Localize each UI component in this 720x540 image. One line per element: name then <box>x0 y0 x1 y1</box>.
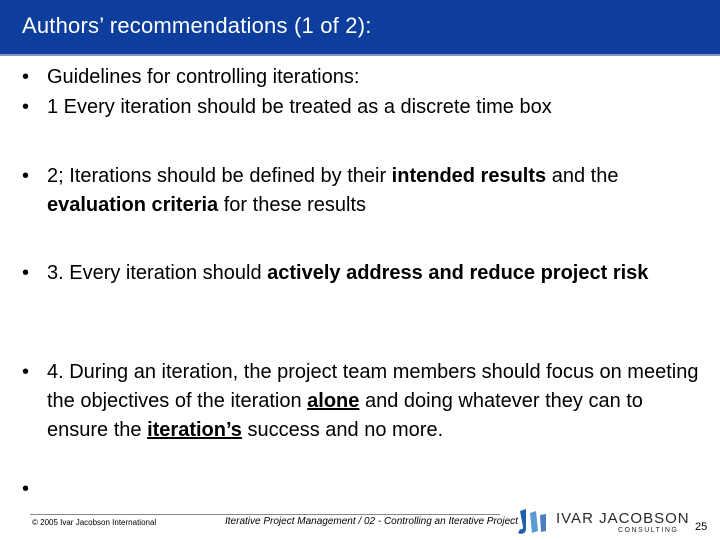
bullet-dot: • <box>22 262 30 284</box>
bullet-segment: 1 Every iteration should be treated as a discrete time box <box>47 96 552 118</box>
bullet-segment: and the <box>546 165 619 187</box>
bullet-segment: alone <box>307 390 360 412</box>
page-number: 25 <box>695 521 708 533</box>
bullet-segment: 4. During an iteration, the project team members should focus on meeting the objectives of the iteration <box>47 361 699 412</box>
bullet-segment: evaluation criteria <box>47 194 219 216</box>
bullet-dot: • <box>22 96 30 118</box>
course-title: Iterative Project Management / 02 - Controlling an Iterative Project <box>225 516 518 527</box>
bullet-segment: for these results <box>218 194 367 216</box>
bullet-item <box>22 259 702 288</box>
bullet-dot: • <box>22 66 30 88</box>
bullet-item <box>22 63 702 92</box>
bullet-dot: • <box>22 361 30 383</box>
bullet-segment: 3. Every iteration should <box>47 262 268 284</box>
bullet-dot: • <box>22 478 30 500</box>
bullet-item <box>22 162 702 220</box>
bullet-segment: Guidelines for controlling iterations: <box>47 66 360 88</box>
bullet-segment: actively address and reduce project risk <box>267 262 649 284</box>
bullet-segment: 2; Iterations should be defined by their <box>47 165 392 187</box>
bullet-text <box>47 63 702 92</box>
slide-title: Authors’ recommendations (1 of 2): <box>22 13 372 38</box>
logo-subtitle: CONSULTING <box>618 527 679 534</box>
footer-rule <box>30 514 500 515</box>
title-rule <box>0 54 720 56</box>
bullet-segment: intended results <box>391 165 547 187</box>
logo-wordmark: IVAR JACOBSON <box>556 510 690 527</box>
bullet-item <box>22 358 702 445</box>
bullet-segment: and doing whatever they can to ensure the <box>47 390 643 441</box>
copyright-text: © 2005 Ivar Jacobson International <box>32 518 157 527</box>
bullet-text <box>47 358 702 445</box>
bullet-segment: iteration’s <box>147 419 242 441</box>
bullet-segment: success and no more. <box>241 419 444 441</box>
bullet-text <box>47 259 702 288</box>
bullet-text <box>47 93 702 122</box>
bullet-item <box>22 93 702 122</box>
bullet-dot: • <box>22 165 30 187</box>
bullet-text <box>47 162 702 220</box>
